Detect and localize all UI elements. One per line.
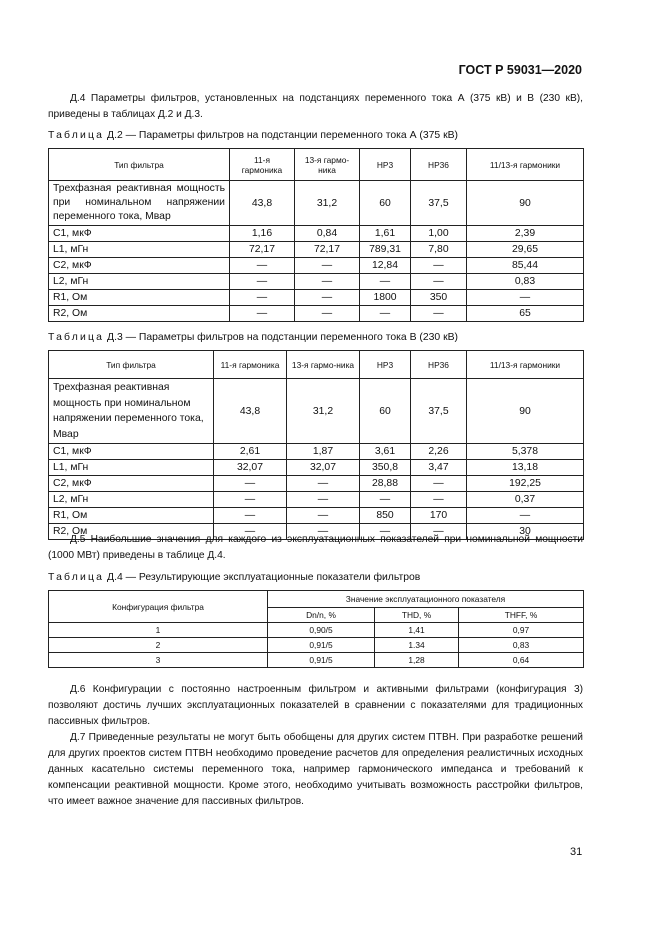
header-cell: 13-я гармо-ника (295, 149, 360, 181)
page-number: 31 (570, 846, 583, 858)
table-cell: 3,47 (411, 460, 467, 476)
table-row (49, 623, 584, 638)
table-cell: — (360, 524, 411, 540)
table-header-row (49, 149, 584, 181)
table-cell: 5,378 (467, 444, 584, 460)
header-cell-config: Конфигурация фильтра (49, 591, 268, 623)
paragraph-d4: Д.4 Параметры фильтров, установленных на подстанциях переменного тока А (375 кВ) и В (230 кВ), приведены в таблицах Д.2 и Д.3. (48, 93, 583, 120)
table-cell: — (467, 508, 584, 524)
table-cell: — (295, 258, 360, 274)
table-cell: 0,84 (295, 226, 360, 242)
table-cell: 7,80 (411, 242, 467, 258)
table-cell: — (230, 274, 295, 290)
header-cell: 11/13-я гармоники (467, 149, 584, 181)
table-cell: 72,17 (230, 242, 295, 258)
table-cell: 90 (467, 181, 584, 226)
table-row (49, 492, 584, 508)
table-cell: 0,97 (459, 623, 584, 638)
table-cell: 65 (467, 306, 584, 322)
paragraph-d5: Д.5 Наибольшие значения для каждого из эксплуатационных показателей при номинальной мощности (1000 МВт) приведены в таблице Д.4. (48, 534, 583, 561)
table-row (49, 242, 584, 258)
table-cell: 789,31 (360, 242, 411, 258)
header-cell: 11-я гармоника (230, 149, 295, 181)
table-cell: 1,87 (287, 444, 360, 460)
table-cell: 0,91/5 (268, 638, 375, 653)
table-cell: С2, мкФ (49, 476, 214, 492)
table-row (49, 379, 584, 444)
table-cell: 43,8 (230, 181, 295, 226)
table-cell: L1, мГн (49, 460, 214, 476)
table-cell: 1 (49, 623, 268, 638)
table-cell: — (287, 476, 360, 492)
table-cell: 0,64 (459, 653, 584, 668)
table-cell: Трехфазная реактивная мощность при номинальном напряжении переменного тока, Мвар (49, 181, 230, 226)
header-cell: HP36 (411, 351, 467, 379)
table-cell: С2, мкФ (49, 258, 230, 274)
table-cell: 43,8 (214, 379, 287, 444)
table-cell: — (411, 274, 467, 290)
table-cell: 2,39 (467, 226, 584, 242)
table-cell: Трехфазная реактивная мощность при номинальном напряжении переменного тока, Мвар (49, 379, 214, 444)
table-d4-caption-text: Д.4 — Результирующие эксплуатационные показатели фильтров (104, 572, 421, 583)
table-row (49, 653, 584, 668)
table-cell: 13,18 (467, 460, 584, 476)
table-cell: 2 (49, 638, 268, 653)
table-cell: — (411, 258, 467, 274)
header-cell: Тип фильтра (49, 351, 214, 379)
table-d2-caption (48, 130, 458, 141)
table-cell: 170 (411, 508, 467, 524)
table-cell: 29,65 (467, 242, 584, 258)
table-row (49, 258, 584, 274)
table-cell: 1,61 (360, 226, 411, 242)
table-cell: R1, Ом (49, 290, 230, 306)
table-cell: 850 (360, 508, 411, 524)
table-cell: 37,5 (411, 379, 467, 444)
header-cell: THD, % (375, 608, 459, 623)
table-cell: 0,91/5 (268, 653, 375, 668)
table-cell: — (214, 476, 287, 492)
table-header-row (49, 351, 584, 379)
table-cell: 0,37 (467, 492, 584, 508)
header-cell: 11/13-я гармоники (467, 351, 584, 379)
table-label: Таблица (48, 572, 105, 583)
table-cell: R2, Ом (49, 524, 214, 540)
header-cell-value: Значение эксплуатационного показателя (268, 591, 584, 608)
table-cell: 1.34 (375, 638, 459, 653)
header-cell: Тип фильтра (49, 149, 230, 181)
table-cell: R1, Ом (49, 508, 214, 524)
table-cell: — (230, 290, 295, 306)
table-cell: 1,41 (375, 623, 459, 638)
table-row (49, 181, 584, 226)
table-cell: — (411, 492, 467, 508)
table-d3 (48, 350, 584, 540)
header-cell: THFF, % (459, 608, 584, 623)
table-cell: — (360, 306, 411, 322)
table-cell: 1,28 (375, 653, 459, 668)
table-cell: 37,5 (411, 181, 467, 226)
paragraph-d7: Д.7 Приведенные результаты не могут быть обобщены для других систем ПТВН. При разработке решений для других проектов систем ПТВН необходимо проведение расчетов для определения реалистичных исходных данных касательно системы переменного тока, например гармонического импеданса и требований к компенсации реактивной мощности. Кроме этого, необходимо учитывать возможность расстройки фильтров, что имеет важное значение для пассивных фильтров. (48, 732, 583, 807)
header-cell: 13-я гармо-ника (287, 351, 360, 379)
table-cell: 1,00 (411, 226, 467, 242)
table-cell: 3,61 (360, 444, 411, 460)
table-cell: L2, мГн (49, 492, 214, 508)
header-cell: HP3 (360, 351, 411, 379)
table-cell: — (295, 306, 360, 322)
table-cell: 1800 (360, 290, 411, 306)
table-row (49, 274, 584, 290)
table-d2-caption-text: Д.2 — Параметры фильтров на подстанции переменного тока А (375 кВ) (104, 130, 459, 141)
table-cell: — (287, 508, 360, 524)
table-cell: 31,2 (287, 379, 360, 444)
header-cell: HP3 (360, 149, 411, 181)
table-label: Таблица (48, 130, 105, 141)
table-row (49, 638, 584, 653)
table-cell: — (214, 508, 287, 524)
table-cell: 30 (467, 524, 584, 540)
table-cell: — (411, 524, 467, 540)
table-cell: — (467, 290, 584, 306)
table-label: Таблица (48, 332, 105, 343)
table-cell: — (214, 524, 287, 540)
table-cell: 85,44 (467, 258, 584, 274)
table-cell: 32,07 (287, 460, 360, 476)
table-cell: — (230, 258, 295, 274)
table-cell: R2, Ом (49, 306, 230, 322)
table-cell: L1, мГн (49, 242, 230, 258)
table-cell: 32,07 (214, 460, 287, 476)
table-cell: 28,88 (360, 476, 411, 492)
table-cell: 72,17 (295, 242, 360, 258)
document-code: ГОСТ Р 59031—2020 (458, 63, 582, 77)
table-cell: — (295, 290, 360, 306)
table-cell: L2, мГн (49, 274, 230, 290)
table-cell: 2,26 (411, 444, 467, 460)
table-cell: 0,83 (459, 638, 584, 653)
table-cell: — (214, 492, 287, 508)
paragraph-d6: Д.6 Конфигурации с постоянно настроенным фильтром и активными фильтрами (конфигурация 3) позволяют достичь лучших эксплуатационных показателей в сравнении с показателями для традиционных пассивных фильтров. (48, 684, 583, 727)
table-cell: — (360, 492, 411, 508)
table-cell: — (287, 524, 360, 540)
table-cell: 3 (49, 653, 268, 668)
header-cell: 11-я гармоника (214, 351, 287, 379)
table-d2 (48, 148, 584, 322)
table-cell: 12,84 (360, 258, 411, 274)
table-row (49, 306, 584, 322)
table-d4 (48, 590, 584, 668)
table-cell: 90 (467, 379, 584, 444)
table-cell: 350 (411, 290, 467, 306)
table-row (49, 460, 584, 476)
table-cell: 192,25 (467, 476, 584, 492)
table-row (49, 290, 584, 306)
table-d4-caption (48, 572, 420, 583)
table-cell: — (411, 476, 467, 492)
header-cell: Dn/n, % (268, 608, 375, 623)
table-row (49, 226, 584, 242)
table-cell: — (295, 274, 360, 290)
table-row (49, 476, 584, 492)
table-cell: 60 (360, 379, 411, 444)
table-cell: 2,61 (214, 444, 287, 460)
table-header-row (49, 591, 584, 608)
table-cell: — (360, 274, 411, 290)
table-row (49, 444, 584, 460)
table-cell: 0,90/5 (268, 623, 375, 638)
table-cell: 1,16 (230, 226, 295, 242)
table-row (49, 508, 584, 524)
table-cell: С1, мкФ (49, 444, 214, 460)
table-cell: — (287, 492, 360, 508)
table-d3-caption (48, 332, 458, 343)
table-cell: 0,83 (467, 274, 584, 290)
table-d3-caption-text: Д.3 — Параметры фильтров на подстанции переменного тока В (230 кВ) (104, 332, 459, 343)
table-cell: 350,8 (360, 460, 411, 476)
header-cell: HP36 (411, 149, 467, 181)
table-cell: 60 (360, 181, 411, 226)
table-cell: — (411, 306, 467, 322)
table-cell: 31,2 (295, 181, 360, 226)
table-cell: — (230, 306, 295, 322)
table-cell: С1, мкФ (49, 226, 230, 242)
